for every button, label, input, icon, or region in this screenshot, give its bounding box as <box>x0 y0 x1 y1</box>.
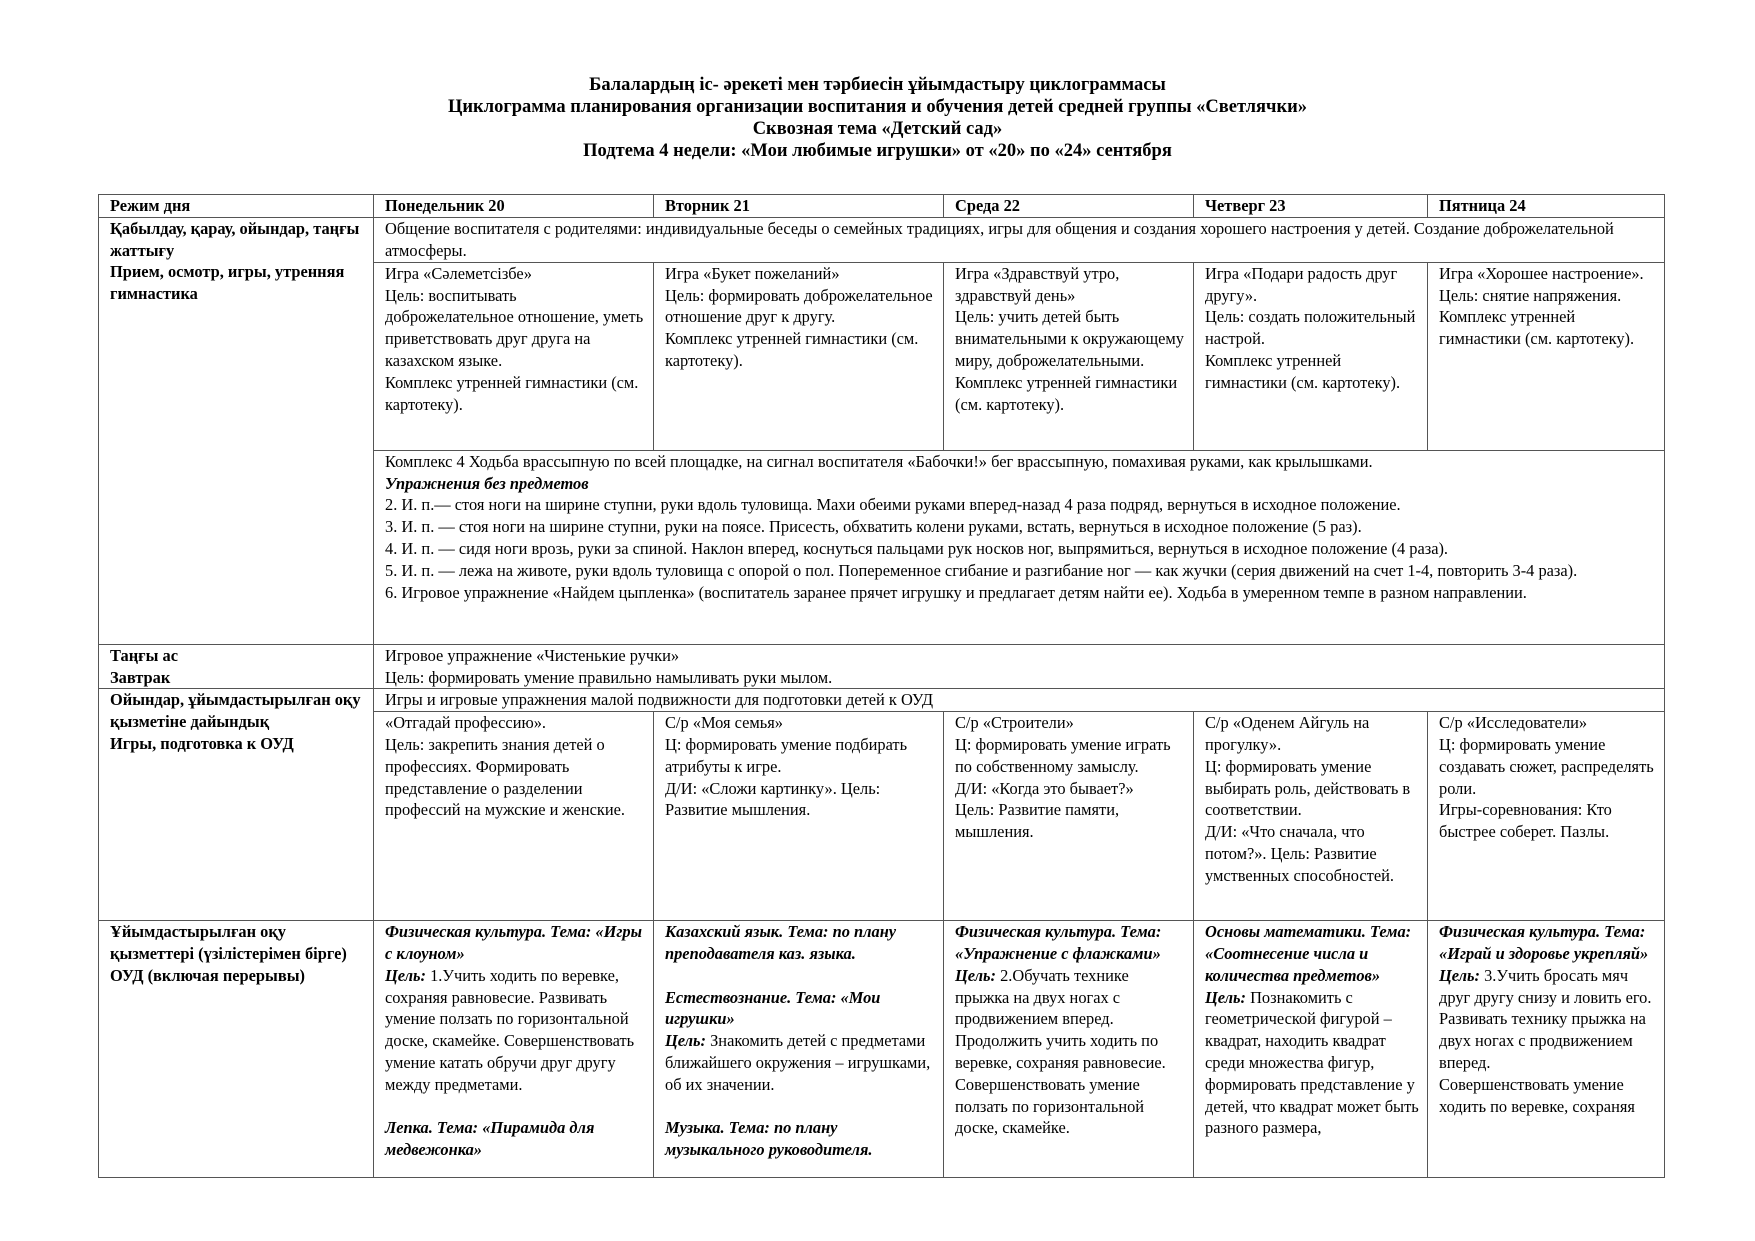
cyclogram-table <box>98 194 1665 1178</box>
regime-label: Ойындар, ұйымдастырылған оқу қызметіне дайындық Игры, подготовка к ОУД <box>99 689 374 921</box>
lesson-topic: Казахский язык. Тема: по плану преподавателя каз. языка. <box>665 922 897 963</box>
header-theme: Сквозная тема «Детский сад» <box>752 119 1003 139</box>
complex-item: 2. И. п.— стоя ноги на ширине ступни, руки вдоль туловища. Махи обеими руками вперед-назад 4 раза подряд, вернуться в исходное положение. <box>385 495 1401 515</box>
column-header: Режим дня <box>99 195 374 218</box>
complex-item: 3. И. п. — стоя ноги на ширине ступни, руки на поясе. Присесть, обхватить колени руками, встать, вернуться в исходное положение (5 раз). <box>385 517 1362 537</box>
regime-label: Қабылдау, қарау, ойындар, таңғы жаттығу Прием, осмотр, игры, утренняя гимнастика <box>99 217 374 644</box>
complex-intro: Комплекс 4 Ходьба врассыпную по всей площадке, на сигнал воспитателя «Бабочки!» бег врассыпную, помахивая руками, как крылышками. <box>385 451 1373 471</box>
lesson-topic: Музыка. Тема: по плану музыкального руководителя. <box>665 1118 873 1160</box>
regime-label: Ұйымдастырылған оқу қызметтері (үзілістерімен бірге) ОУД (включая перерывы) <box>99 921 374 1178</box>
common-cell: Игровое упражнение «Чистенькие ручки» Цель: формировать умение правильно намыливать руки мылом. <box>374 644 1665 689</box>
column-header: Понедельник 20 <box>374 195 654 218</box>
table-row <box>99 644 1665 689</box>
goal-text: 3.Учить бросать мяч друг другу снизу и ловить его. Развивать технику прыжка на двух ногах с продвижением вперед. Совершенствовать умение ходить по веревке, сохраняя <box>1439 965 1652 1116</box>
common-cell: Общение воспитателя с родителями: индивидуальные беседы о семейных традициях, игры для общения и создания хорошего настроения у детей. Создание доброжелательной атмосферы. <box>374 217 1665 262</box>
column-header: Среда 22 <box>944 195 1194 218</box>
goal-text: Знакомить детей с предметами ближайшего окружения – игрушками, об их значении. <box>665 1031 931 1094</box>
day-cell: Игра «Сәлеметсізбе» Цель: воспитывать доброжелательное отношение, уметь приветствовать друг друга на казахском языке. Комплекс утренней гимнастики (см. картотеку). <box>374 262 654 450</box>
common-cell: Игры и игровые упражнения малой подвижности для подготовки детей к ОУД <box>374 689 1665 712</box>
goal-label: Цель: <box>665 1031 706 1051</box>
goal-text: 1.Учить ходить по веревке, сохраняя равновесие. Развивать умение ползать по горизонтальной доске, скамейке. Совершенствовать умение катать обручи друг другу между предметами. <box>385 965 635 1094</box>
column-header: Пятница 24 <box>1428 195 1665 218</box>
complex-item: 6. Игровое упражнение «Найдем цыпленка» (воспитатель заранее прячет игрушку и предлагает детям найти ее). Ходьба в умеренном темпе в разном направлении. <box>385 582 1527 602</box>
complex-subtitle: Упражнения без предметов <box>385 473 589 493</box>
day-cell: Игра «Букет пожеланий» Цель: формировать доброжелательное отношение друг к другу. Комплекс утренней гимнастики (см. картотеку). <box>654 262 944 450</box>
column-header: Вторник 21 <box>654 195 944 218</box>
day-cell: С/р «Исследователи» Ц: формировать умение создавать сюжет, распределять роли. Игры-соревнования: Кто быстрее соберет. Пазлы. <box>1428 712 1665 921</box>
table-row <box>99 217 1665 262</box>
day-cell <box>1428 921 1665 1178</box>
day-cell: С/р «Оденем Айгуль на прогулку». Ц: формировать умение выбирать роль, действовать в соответствии. Д/И: «Что сначала, что потом?». Цель: Развитие умственных способностей. <box>1194 712 1428 921</box>
day-cell <box>374 921 654 1178</box>
complex-item: 4. И. п. — сидя ноги врозь, руки за спиной. Наклон вперед, коснуться пальцами рук носков ног, выпрямиться, вернуться в исходное положение (4 раза). <box>385 538 1449 558</box>
table-row <box>99 689 1665 712</box>
header-subtheme: Подтема 4 недели: «Мои любимые игрушки» от «20» по «24» сентября <box>583 141 1172 161</box>
header-title-ru: Циклограмма планирования организации воспитания и обучения детей средней группы «Светлячки» <box>447 97 1308 117</box>
day-cell <box>654 921 944 1178</box>
goal-text: 2.Обучать технике прыжка на двух ногах с продвижением вперед. Продолжить учить ходить по веревке, сохраняя равновесие. Совершенствовать умение ползать по горизонтальной доске, скамейке. <box>955 965 1166 1138</box>
document-header <box>0 74 1755 162</box>
lesson-topic: Физическая культура. Тема: «Упражнение с флажками» <box>955 922 1162 963</box>
lesson-topic: Физическая культура. Тема: «Играй и здоровье укрепляй» <box>1439 922 1649 963</box>
regime-label: Таңғы ас Завтрак <box>99 644 374 689</box>
goal-label: Цель: <box>385 965 426 985</box>
table-row <box>99 921 1665 1178</box>
day-cell: Игра «Хорошее настроение». Цель: снятие напряжения. Комплекс утренней гимнастики (см. картотеку). <box>1428 262 1665 450</box>
lesson-topic: Физическая культура. Тема: «Игры с клоуном» <box>385 922 642 963</box>
table-header-row <box>99 195 1665 218</box>
day-cell <box>944 921 1194 1178</box>
goal-label: Цель: <box>955 965 996 985</box>
header-title-kz: Балалардың іс- әрекеті мен тәрбиесін ұйымдастыру циклограммасы <box>589 75 1166 95</box>
goal-text: Познакомить с геометрической фигурой – квадрат, находить квадрат среди множества фигур, формировать представление у детей, что квадрат может быть разного размера, <box>1205 987 1419 1138</box>
column-header: Четверг 23 <box>1194 195 1428 218</box>
day-cell: «Отгадай профессию». Цель: закрепить знания детей о профессиях. Формировать представление о разделении профессий на мужские и женские. <box>374 712 654 921</box>
lesson-topic: Естествознание. Тема: «Мои игрушки» <box>665 987 881 1029</box>
gymnastics-complex-cell <box>374 450 1665 644</box>
goal-label: Цель: <box>1439 965 1480 985</box>
day-cell: С/р «Строители» Ц: формировать умение играть по собственному замыслу. Д/И: «Когда это бывает?» Цель: Развитие памяти, мышления. <box>944 712 1194 921</box>
day-cell: Игра «Подари радость друг другу». Цель: создать положительный настрой. Комплекс утренней гимнастики (см. картотеку). <box>1194 262 1428 450</box>
goal-label: Цель: <box>1205 987 1246 1007</box>
complex-item: 5. И. п. — лежа на животе, руки вдоль туловища с опорой о пол. Попеременное сгибание и разгибание ног — как жучки (серия движений на счет 1-4, повторить 3-4 раза). <box>385 560 1578 580</box>
day-cell: Игра «Здравствуй утро, здравствуй день» Цель: учить детей быть внимательными к окружающему миру, доброжелательными. Комплекс утренней гимнастики (см. картотеку). <box>944 262 1194 450</box>
lesson-topic: Основы математики. Тема: «Соотнесение числа и количества предметов» <box>1205 922 1412 985</box>
day-cell <box>1194 921 1428 1178</box>
day-cell: С/р «Моя семья» Ц: формировать умение подбирать атрибуты к игре. Д/И: «Сложи картинку». Цель: Развитие мышления. <box>654 712 944 921</box>
lesson-topic: Лепка. Тема: «Пирамида для медвежонка» <box>385 1118 595 1160</box>
